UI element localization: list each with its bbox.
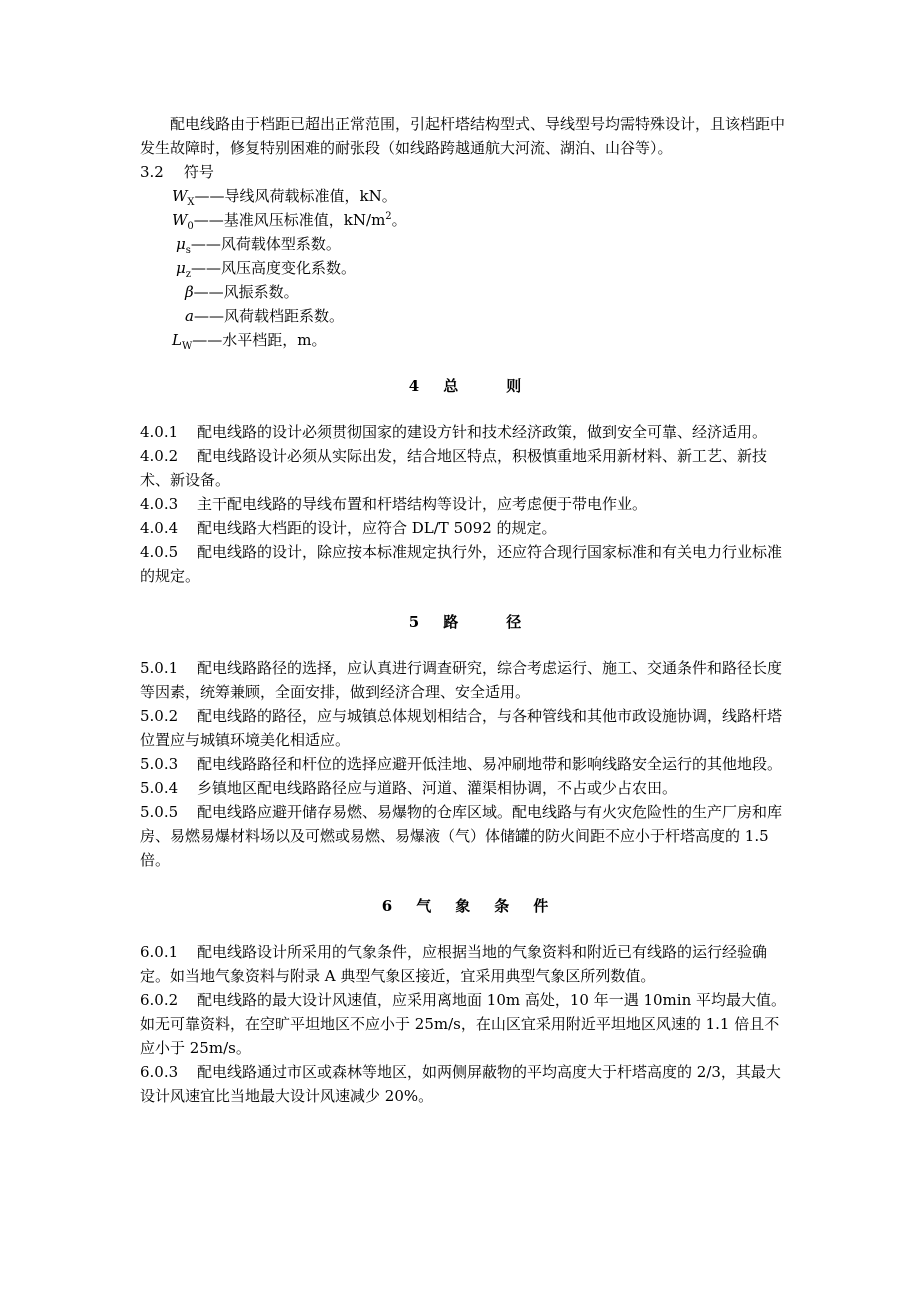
chapter-4-clauses [140,420,790,588]
chapter-5-clauses [140,656,790,872]
clause-5-0-2 [140,704,790,752]
clause-5-0-1 [140,656,790,704]
chapter-title-char: 象 [455,897,471,915]
symbol-sup: 2 [385,211,392,222]
symbol-main: μ [176,259,186,277]
symbol-item [140,208,790,232]
symbol-desc: ——风荷载体型系数。 [190,235,341,253]
clause-5-0-4 [140,776,790,800]
symbol-sub: z [185,269,192,280]
clause-4-0-4 [140,516,790,540]
clause-number: 5.0.5 [140,803,179,821]
clause-number: 5.0.1 [140,659,179,677]
symbol-desc: ——导线风荷载标准值，kN。 [194,187,397,205]
clause-text: 配电线路应避开储存易燃、易爆物的仓库区域。配电线路与有火灾危险性的生产厂房和库房、易燃易爆材料场以及可燃或易燃、易爆液（气）体储罐的防火间距不应小于杆塔高度的 1.5 倍。 [140,803,783,869]
section-3-2-heading [140,160,790,184]
symbol-item [140,304,790,328]
clause-number: 4.0.2 [140,447,179,465]
clause-text: 配电线路的设计，除应按本标准规定执行外，还应符合现行国家标准和有关电力行业标准的规定。 [140,543,783,585]
chapter-number: 4 [408,377,420,395]
chapter-5-heading [140,610,790,634]
clause-number: 4.0.4 [140,519,179,537]
clause-text: 主干配电线路的导线布置和杆塔结构等设计，应考虑便于带电作业。 [197,495,648,513]
symbol-sub: X [187,197,195,208]
clause-text: 配电线路的最大设计风速值，应采用离地面 10m 高处，10 年一遇 10min 平均最大值。如无可靠资料，在空旷平坦地区不应小于 25m/s，在山区宜采用附近平坦地区风速的 1.1 倍且不应小于 25m/s。 [140,991,787,1057]
clause-6-0-2 [140,988,790,1060]
clause-text: 配电线路的设计必须贯彻国家的建设方针和技术经济政策，做到安全可靠、经济适用。 [197,423,768,441]
section-title: 符号 [183,163,214,181]
chapter-6-heading [140,894,790,918]
clause-number: 4.0.5 [140,543,179,561]
clause-text: 配电线路路径和杆位的选择应避开低洼地、易冲刷地带和影响线路安全运行的其他地段。 [197,755,783,773]
chapter-number: 6 [381,897,393,915]
symbol-sub: 0 [187,221,194,232]
clause-5-0-3 [140,752,790,776]
clause-5-0-5 [140,800,790,872]
section-number: 3.2 [140,163,164,181]
chapter-4-heading [140,374,790,398]
symbol-list [140,184,790,352]
clause-4-0-2 [140,444,790,492]
symbol-item [140,232,790,256]
clause-text: 配电线路的路径，应与城镇总体规划相结合，与各种管线和其他市政设施协调，线路杆塔位置应与城镇环境美化相适应。 [140,707,783,749]
chapter-title-char: 径 [506,613,522,631]
chapter-title-char: 气 [416,897,432,915]
symbol-main: a [185,307,194,325]
clause-number: 5.0.3 [140,755,179,773]
clause-text: 配电线路设计所采用的气象条件，应根据当地的气象资料和附近已有线路的运行经验确定。如当地气象资料与附录 A 典型气象区接近，宜采用典型气象区所列数值。 [140,943,768,985]
clause-text: 配电线路设计必须从实际出发，结合地区特点，积极慎重地采用新材料、新工艺、新技术、新设备。 [140,447,768,489]
symbol-sub: W [181,341,193,352]
clause-number: 4.0.3 [140,495,179,513]
clause-number: 6.0.2 [140,991,179,1009]
symbol-main: μ [176,235,186,253]
clause-4-0-5 [140,540,790,588]
clause-text: 乡镇地区配电线路路径应与道路、河道、灌渠相协调，不占或少占农田。 [197,779,678,797]
intro-paragraph: 配电线路由于档距已超出正常范围，引起杆塔结构型式、导线型号均需特殊设计，且该档距中发生故障时，修复特别困难的耐张段（如线路跨越通航大河流、湖泊、山谷等）。 [140,115,786,157]
symbol-item [140,184,790,208]
symbol-item [140,280,790,304]
symbol-item [140,256,790,280]
chapter-title-char: 路 [443,613,459,631]
symbol-desc: ——风压高度变化系数。 [191,259,357,277]
clause-4-0-3 [140,492,790,516]
clause-text: 配电线路通过市区或森林等地区，如两侧屏蔽物的平均高度大于杆塔高度的 2/3，其最大设计风速宜比当地最大设计风速减少 20%。 [140,1063,781,1105]
chapter-title-char: 则 [506,377,522,395]
symbol-sub: s [185,245,191,256]
clause-number: 5.0.4 [140,779,179,797]
clause-text: 配电线路路径的选择，应认真进行调查研究，综合考虑运行、施工、交通条件和路径长度等因素，统筹兼顾，全面安排，做到经济合理、安全适用。 [140,659,783,701]
symbol-main: W [172,187,188,205]
clause-text: 配电线路大档距的设计，应符合 DL/T 5092 的规定。 [197,519,557,537]
symbol-desc: ——风荷载档距系数。 [193,307,344,325]
symbol-main: L [172,331,182,349]
clause-number: 6.0.3 [140,1063,179,1081]
clause-6-0-1 [140,940,790,988]
symbol-main: W [172,211,188,229]
clause-number: 4.0.1 [140,423,179,441]
chapter-number: 5 [408,613,420,631]
symbol-main: β [185,283,194,301]
clause-number: 5.0.2 [140,707,179,725]
chapter-title-char: 条 [494,897,510,915]
symbol-item [140,328,790,352]
page-content [140,112,790,1108]
symbol-desc: ——基准风压标准值，kN/m [193,211,386,229]
symbol-desc: ——水平档距，m。 [192,331,327,349]
clause-6-0-3 [140,1060,790,1108]
symbol-tail: 。 [391,211,407,229]
clause-4-0-1 [140,420,790,444]
clause-number: 6.0.1 [140,943,179,961]
chapter-6-clauses [140,940,790,1108]
symbol-desc: ——风振系数。 [193,283,299,301]
chapter-title-char: 件 [533,897,549,915]
chapter-title-char: 总 [443,377,459,395]
